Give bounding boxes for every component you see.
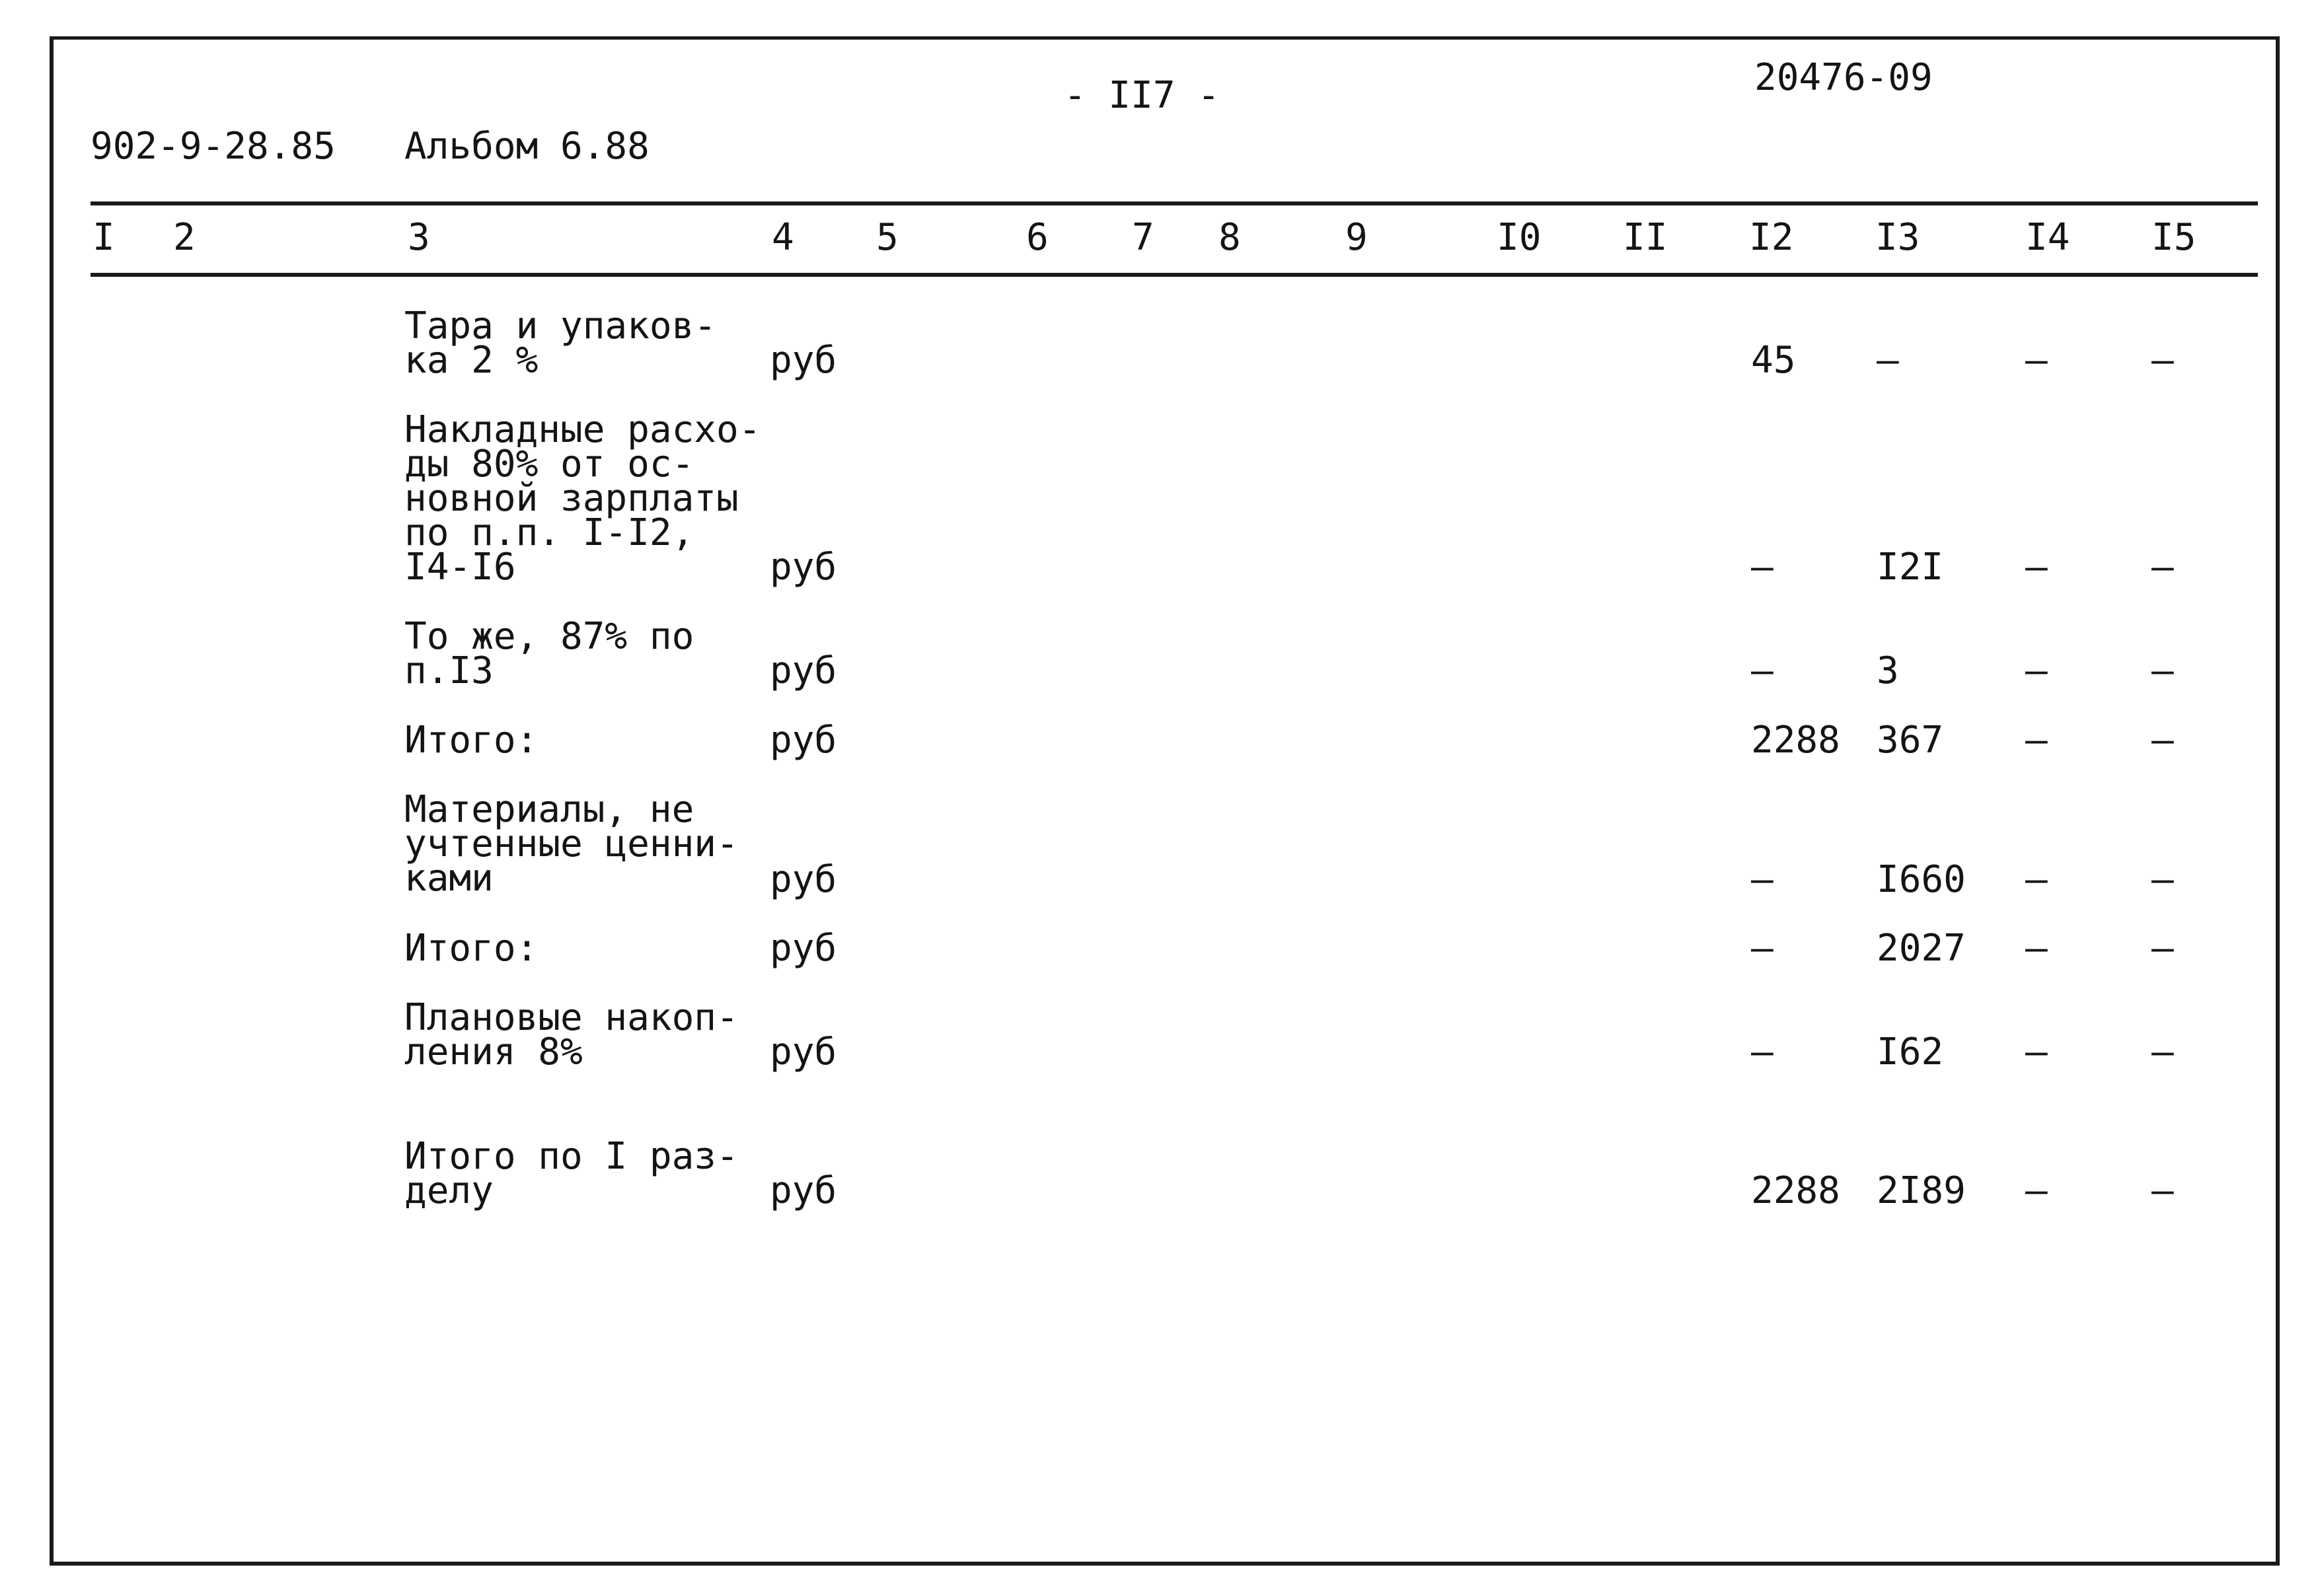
column-number: 2 — [173, 216, 196, 259]
row-col12: – — [1751, 858, 1774, 901]
row-col12: 2288 — [1751, 1169, 1840, 1212]
row-unit: руб — [770, 339, 837, 382]
page-number: - II7 - — [1064, 74, 1220, 117]
row-col14: – — [2025, 1169, 2048, 1212]
row-col14: – — [2025, 719, 2048, 762]
row-col13: – — [1877, 339, 1899, 382]
row-unit: руб — [770, 1169, 837, 1212]
row-unit: руб — [770, 858, 837, 901]
row-col14: – — [2025, 546, 2048, 589]
column-number: I3 — [1875, 216, 1920, 259]
row-col12: – — [1751, 649, 1774, 692]
column-number: 9 — [1345, 216, 1368, 259]
row-col15: – — [2151, 1169, 2174, 1212]
row-col15: – — [2151, 1031, 2174, 1073]
row-col14: – — [2025, 927, 2048, 970]
row-unit: руб — [770, 1031, 837, 1073]
row-description: Итого: — [404, 719, 539, 762]
row-col12: 45 — [1751, 339, 1796, 382]
row-col13: 2I89 — [1877, 1169, 1966, 1212]
row-col15: – — [2151, 339, 2174, 382]
column-number: I2 — [1749, 216, 1794, 259]
row-col13: 367 — [1877, 719, 1944, 762]
row-description: Итого по I раз- делу — [404, 1135, 739, 1212]
doc-code: 902-9-28.85 — [91, 125, 336, 168]
row-col13: I2I — [1877, 546, 1944, 589]
column-number: II — [1623, 216, 1668, 259]
row-col12: – — [1751, 1031, 1774, 1073]
column-number: I0 — [1497, 216, 1542, 259]
row-col14: – — [2025, 649, 2048, 692]
row-description: Накладные расхо- ды 80% от ос- новной зарплаты по п.п. I-I2, I4-I6 — [404, 408, 761, 589]
row-description: То же, 87% по п.I3 — [404, 615, 694, 692]
row-unit: руб — [770, 927, 837, 970]
row-col12: 2288 — [1751, 719, 1840, 762]
album-label: Альбом 6.88 — [404, 125, 650, 168]
row-col15: – — [2151, 546, 2174, 589]
column-number: 3 — [408, 216, 430, 259]
row-col13: 2027 — [1877, 927, 1966, 970]
row-description: Материалы, не учтенные ценни- ками — [404, 788, 739, 900]
row-col14: – — [2025, 858, 2048, 901]
column-number: 5 — [876, 216, 899, 259]
row-description: Итого: — [404, 927, 539, 970]
row-description: Тара и упаков- ка 2 % — [404, 305, 717, 382]
column-number: 7 — [1132, 216, 1154, 259]
header-top-rule — [91, 201, 2258, 205]
row-col14: – — [2025, 1031, 2048, 1073]
column-number: I — [93, 216, 115, 259]
column-number: 6 — [1026, 216, 1049, 259]
row-description: Плановые накоп- ления 8% — [404, 996, 739, 1073]
row-col13: I62 — [1877, 1031, 1944, 1073]
column-number: I5 — [2151, 216, 2196, 259]
row-col15: – — [2151, 927, 2174, 970]
row-col14: – — [2025, 339, 2048, 382]
header-bottom-rule — [91, 273, 2258, 277]
column-number: 4 — [772, 216, 794, 259]
row-col15: – — [2151, 858, 2174, 901]
row-unit: руб — [770, 649, 837, 692]
column-number: 8 — [1218, 216, 1241, 259]
row-col13: I660 — [1877, 858, 1966, 901]
row-col12: – — [1751, 546, 1774, 589]
column-number: I4 — [2025, 216, 2070, 259]
row-col13: 3 — [1877, 649, 1899, 692]
row-unit: руб — [770, 719, 837, 762]
row-col15: – — [2151, 649, 2174, 692]
stamp-number: 20476-09 — [1754, 56, 1933, 99]
row-unit: руб — [770, 546, 837, 589]
page-frame — [50, 36, 2280, 1566]
row-col12: – — [1751, 927, 1774, 970]
row-col15: – — [2151, 719, 2174, 762]
